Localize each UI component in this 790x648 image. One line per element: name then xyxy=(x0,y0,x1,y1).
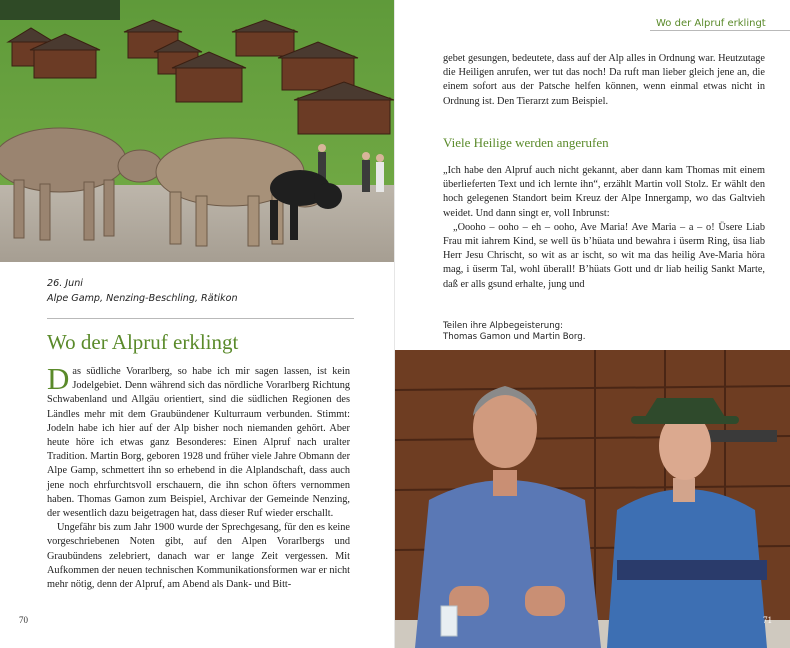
paragraph-quote: „Ich habe den Alpruf auch nicht gekannt, aber dann kam Thomas mit einem überlieferten Text und ich lernte ihn“, erzählt Martin voll Stolz. Er wählt den hoch gelegenen Standort beim Kreuz der Alpe Innergamp, wo das Galtvieh weidet. Und dann singt er, voll Inbrunst: xyxy=(443,165,765,219)
caption-line-1: Teilen ihre Alpbegeisterung: xyxy=(443,321,564,331)
paragraph-continuation: gebet gesungen, bedeutete, dass auf der Alp alles in Ordnung war. Heutzutage die Heiligen anrufen, wer tut das noch! Da ruft man lieber gleich jene an, die einem sofort aus der Patsche helfen können, wenn einmal etwas nicht in Ordnung ist. Den Tierarzt zum Beispiel. xyxy=(443,53,765,107)
body-text-right-top xyxy=(443,52,765,109)
right-page xyxy=(395,0,790,648)
photo-caption xyxy=(47,276,238,306)
body-text-right-mid xyxy=(443,164,765,292)
caption-date: 26. Juni xyxy=(47,278,83,289)
caption-location: Alpe Gamp, Nenzing-Beschling, Rätikon xyxy=(47,293,238,304)
page-number-left: 70 xyxy=(19,615,28,625)
paragraph-2: Ungefähr bis zum Jahr 1900 wurde der Sprechgesang, für den es keine vorgeschriebenen Noten gibt, auf den Alpen Vorarlbergs und Graubündens zelebriert, danach war er lange Zeit vergessen. Mit Aufkommen der neuen technischen Kommunikationsformen war er nicht mehr nötig, denn der Alpruf, am Abend als Dank- und Bitt- xyxy=(47,522,350,591)
drop-cap: D xyxy=(47,361,70,396)
paragraph-chant: „Oooho – ooho – eh – ooho, Ave Maria! Ave Maria – a – o! Üsere Liab Frau mit iahrem Kind, se well üs b’hüata und bewahra i üserm Ring, üsa liab Herr Jesu Chrischt, so wit as ar ischt, so wit ma das heilig Ave-Maria höra mag, i üserm Tal, wohl überall! B’hüats Gott und dr liab heilig Sankt Marte, daß er alls gsund erhalte, jung und xyxy=(443,221,765,290)
running-head: Wo der Alpruf erklingt xyxy=(656,18,766,29)
caption-line-2: Thomas Gamon und Martin Borg. xyxy=(443,332,586,342)
running-head-rule xyxy=(650,30,790,31)
section-subheading: Viele Heilige werden angerufen xyxy=(443,135,609,150)
photo-two-men xyxy=(395,350,790,648)
divider-rule xyxy=(47,318,354,319)
chapter-title: Wo der Alpruf erklingt xyxy=(47,330,239,354)
photo-caption-right xyxy=(443,321,586,343)
paragraph-1: as südliche Vorarlberg, so habe ich mir sagen lassen, ist kein Jodelgebiet. Denn während sich das nördliche Vorarlberg Richtung Schwabenland und Allgäu orientiert, sind die südlichen Regionen des Ländles mehr mit dem Graubündener Kulturraum verbunden. Stimmt: Jodeln habe ich hier auf der Alp bisher noch niemanden gehört. Aber heute höre ich etwas ganz Besonderes: Einen Alpruf nach uralter Tradition. Martin Borg, geboren 1928 und früher viele Jahre Obmann der Alpe Gamp, schmettert ihn so erhebend in die Alplandschaft, dass auch jene noch ehrfurchtsvoll erschauern, die ihn schon öfters vernommen haben. Thomas Gamon zum Beispiel, Archivar der Gemeinde Nenzing, der wesentlich dazu beigetragen hat, dass dieser Ruf wieder erschallt. xyxy=(47,366,350,520)
page-number-right: 71 xyxy=(763,615,772,625)
photo-cows-alpine-huts xyxy=(0,0,395,262)
body-text-left xyxy=(47,361,350,592)
